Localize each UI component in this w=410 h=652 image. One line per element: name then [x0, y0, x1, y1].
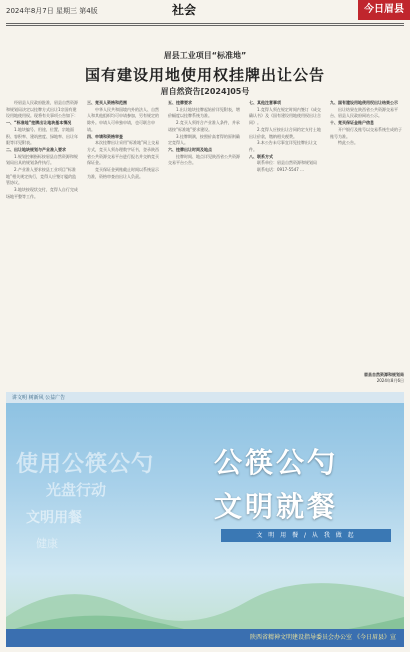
signature-org: 眉县自然资源和规划局 — [364, 372, 404, 377]
ad-watermark-text-4: 健康 — [36, 537, 58, 550]
notice-column — [6, 100, 80, 390]
paragraph: 1.地块编号、用途、位置、宗地面积、容积率、建筑密度、绿地率、出让年限等详见附表。 — [6, 126, 78, 146]
ad-footer-credit: 《今日眉县》宣 — [353, 634, 396, 641]
notice-signature — [304, 372, 404, 384]
paragraph: 联系电话：0917-5547 ... — [257, 167, 304, 173]
ad-footer — [6, 629, 404, 647]
section-heading: 八、联系方式 — [249, 153, 273, 159]
page-number: 第4版 — [79, 7, 98, 15]
notice-title: 国有建设用地使用权挂牌出让公告 — [84, 66, 325, 84]
paragraph: 经眉县人民政府批准，眉县自然资源和规划局决定以挂牌方式出让1宗国有建设用地使用权。现将有关事项公告如下： — [6, 100, 78, 119]
paragraph: 3.地块按现状交付，竞得人自行完成场地平整等工作。 — [6, 187, 78, 199]
notice-kicker: 眉县工业项目“标准地” — [163, 51, 247, 60]
paragraph: 2.产业准入要求按县工业项目“标准地”相关规定执行，竞得人应签订履约监管协议。 — [6, 167, 77, 186]
section-heading: 七、其他注意事项 — [249, 100, 281, 105]
date-text: 2024年8月7日 — [6, 7, 54, 15]
section-heading: 九、国有建设用地使用权出让结果公示 — [330, 100, 398, 105]
paragraph: 3.本公告未尽事宜详见挂牌出让文件。 — [249, 140, 317, 152]
ad-slogan: 文 明 用 餐 / 从 我 做 起 — [221, 529, 391, 542]
paragraph: 2.竞得人应按出让合同约定支付土地出让价款，缴纳相关税费。 — [249, 126, 321, 139]
paragraph: 1.出让地块挂牌起始价详见附表，增价幅度以挂牌系统为准。 — [168, 106, 240, 119]
paragraph: 开户银行及账号以交易系统生成的子账号为准。 — [330, 126, 402, 139]
section-heading: 三、竞买人资格和范围 — [87, 100, 127, 105]
ad-headline-2: 文明就餐 — [214, 490, 339, 523]
paragraph: 2.竞买人须符合产业准入条件，并承诺按“标准地”要求建设。 — [168, 120, 240, 132]
section-heading: 四、申请和资格审查 — [87, 133, 123, 139]
ad-watermark-text-3: 文明用餐 — [26, 510, 82, 526]
paragraph: 本次挂牌出让采用“标准地”网上交易方式，竞买人须办理数字证书，登录陕西省公共资源交易平台进行报名并交纳竞买保证金。 — [87, 140, 160, 166]
paragraph: 特此公告。 — [338, 140, 358, 146]
section-heading: 十、竞买保证金账户信息 — [330, 120, 374, 126]
section-heading: 二、出让地块规划与产业准入要求 — [6, 146, 66, 152]
paragraph: 中华人民共和国境内外的法人、自然人和其他组织均可申请参加，另有规定的除外。申请人可单独申请，也可联合申请。 — [87, 106, 159, 132]
section-heading: 一、“标准地”挂牌出让地块基本情况 — [6, 120, 72, 126]
paragraph: 竞买保证金到账截止时间以系统显示为准，资格审查由出让人负责。 — [87, 167, 159, 179]
paragraph: 联系单位：眉县自然资源和规划局 — [257, 160, 317, 166]
issue-date — [6, 6, 136, 16]
paragraph: 挂牌时间、地点详见陕西省公共资源交易平台公告。 — [168, 153, 240, 166]
ad-headline-1: 公筷公勺 — [214, 446, 339, 479]
notice-column — [330, 100, 404, 390]
notice-column — [168, 100, 242, 390]
paragraph: 1.规划控制指标按眉县自然资源和规划局出具的规划条件执行。 — [6, 153, 78, 166]
signature-date: 2024年8月6日 — [376, 378, 404, 383]
weekday-text: 星期三 — [55, 7, 77, 15]
ad-watermark-text-2: 光盘行动 — [46, 481, 107, 499]
notice-column — [87, 100, 161, 390]
header-divider-2 — [6, 25, 404, 26]
ad-band: 讲文明 树新风 公益广告 — [6, 392, 404, 404]
notice-doc-number: 眉自然资告[2024]05号 — [160, 87, 250, 96]
ad-watermark-text: 使用公筷公勺 — [16, 452, 155, 477]
public-service-ad — [6, 403, 404, 647]
notice-body — [6, 100, 404, 390]
notice-column — [249, 100, 323, 390]
page-header — [6, 4, 404, 18]
header-divider — [6, 23, 404, 24]
ad-footer-org: 陕西省精神文明建设指导委员会办公室 — [250, 634, 353, 641]
paragraph: 出让结果在陕西省公共资源交易平台、眉县人民政府网站公示。 — [330, 106, 398, 119]
section-title: 社会 — [172, 3, 197, 17]
masthead-logo: 今日眉县 — [358, 0, 410, 20]
paragraph: 1.竞得人须在规定时间内签订《成交确认书》及《国有建设用地使用权出让合同》。 — [249, 106, 321, 126]
section-heading: 六、挂牌出让时间及地点 — [168, 146, 212, 152]
section-heading: 五、挂牌要求 — [168, 100, 192, 105]
paragraph: 3.挂牌期满，按照价高者得的原则确定竞得人。 — [168, 133, 240, 146]
